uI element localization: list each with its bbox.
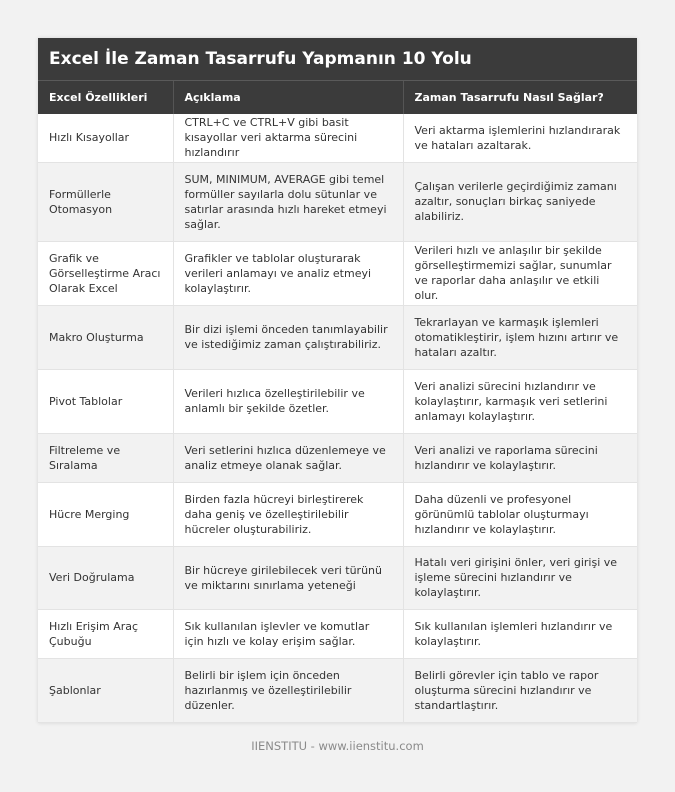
column-header-time-saving: Zaman Tasarrufu Nasıl Sağlar? [403,81,637,114]
benefit-cell: Belirli görevler için tablo ve rapor oluşturma sürecini hızlandırır ve standartlaştırır. [403,658,637,722]
table-row [38,369,637,433]
description-cell: Birden fazla hücreyi birleştirerek daha geniş ve özelleştirilebilir hücreler oluşturabiliriz. [173,482,403,546]
benefit-cell: Daha düzenli ve profesyonel görünümlü tablolar oluşturmayı hızlandırır ve kolaylaştırır. [403,482,637,546]
column-header-features: Excel Özellikleri [38,81,173,114]
feature-cell: Hızlı Erişim Araç Çubuğu [38,609,173,658]
table-row [38,609,637,658]
header-row [38,81,637,114]
column-header-description: Açıklama [173,81,403,114]
description-cell: Bir dizi işlemi önceden tanımlayabilir ve istediğimiz zaman çalıştırabiliriz. [173,305,403,369]
table-row [38,546,637,609]
description-cell: CTRL+C ve CTRL+V gibi basit kısayollar veri aktarma sürecini hızlandırır [173,114,403,162]
table-card [38,38,637,723]
footer-credit: IIENSTITU - www.iienstitu.com [251,739,424,753]
benefit-cell: Veri analizi ve raporlama sürecini hızlandırır ve kolaylaştırır. [403,433,637,482]
feature-cell: Pivot Tablolar [38,369,173,433]
description-cell: Belirli bir işlem için önceden hazırlanmış ve özelleştirilebilir düzenler. [173,658,403,722]
feature-cell: Formüllerle Otomasyon [38,162,173,241]
feature-cell: Makro Oluşturma [38,305,173,369]
benefit-cell: Veri aktarma işlemlerini hızlandırarak ve hataları azaltarak. [403,114,637,162]
benefit-cell: Verileri hızlı ve anlaşılır bir şekilde görselleştirmemizi sağlar, sunumlar ve raporlar daha anlaşılır ve etkili olur. [403,241,637,305]
table-row [38,305,637,369]
feature-cell: Filtreleme ve Sıralama [38,433,173,482]
feature-cell: Veri Doğrulama [38,546,173,609]
feature-cell: Hızlı Kısayollar [38,114,173,162]
feature-cell: Şablonlar [38,658,173,722]
description-cell: Bir hücreye girilebilecek veri türünü ve miktarını sınırlama yeteneği [173,546,403,609]
table-row [38,162,637,241]
comparison-table [38,81,637,723]
table-row [38,433,637,482]
description-cell: Grafikler ve tablolar oluşturarak verileri anlamayı ve analiz etmeyi kolaylaştırır. [173,241,403,305]
benefit-cell: Hatalı veri girişini önler, veri girişi ve işleme sürecini hızlandırır ve kolaylaştırır. [403,546,637,609]
table-row [38,241,637,305]
description-cell: Veri setlerini hızlıca düzenlemeye ve analiz etmeye olanak sağlar. [173,433,403,482]
description-cell: Sık kullanılan işlevler ve komutlar için hızlı ve kolay erişim sağlar. [173,609,403,658]
table-row [38,482,637,546]
table-row [38,114,637,162]
benefit-cell: Çalışan verilerle geçirdiğimiz zamanı azaltır, sonuçları birkaç saniyede alabiliriz. [403,162,637,241]
table-title: Excel İle Zaman Tasarrufu Yapmanın 10 Yolu [38,38,637,81]
feature-cell: Grafik ve Görselleştirme Aracı Olarak Excel [38,241,173,305]
description-cell: Verileri hızlıca özelleştirilebilir ve anlamlı bir şekilde özetler. [173,369,403,433]
benefit-cell: Veri analizi sürecini hızlandırır ve kolaylaştırır, karmaşık veri setlerini anlamayı kolaylaştırır. [403,369,637,433]
benefit-cell: Sık kullanılan işlemleri hızlandırır ve kolaylaştırır. [403,609,637,658]
description-cell: SUM, MINIMUM, AVERAGE gibi temel formüller sayılarla dolu sütunlar ve satırlar arasında hızlı hareket etmeyi sağlar. [173,162,403,241]
feature-cell: Hücre Merging [38,482,173,546]
table-row [38,658,637,722]
benefit-cell: Tekrarlayan ve karmaşık işlemleri otomatikleştirir, işlem hızını artırır ve hataları azaltır. [403,305,637,369]
